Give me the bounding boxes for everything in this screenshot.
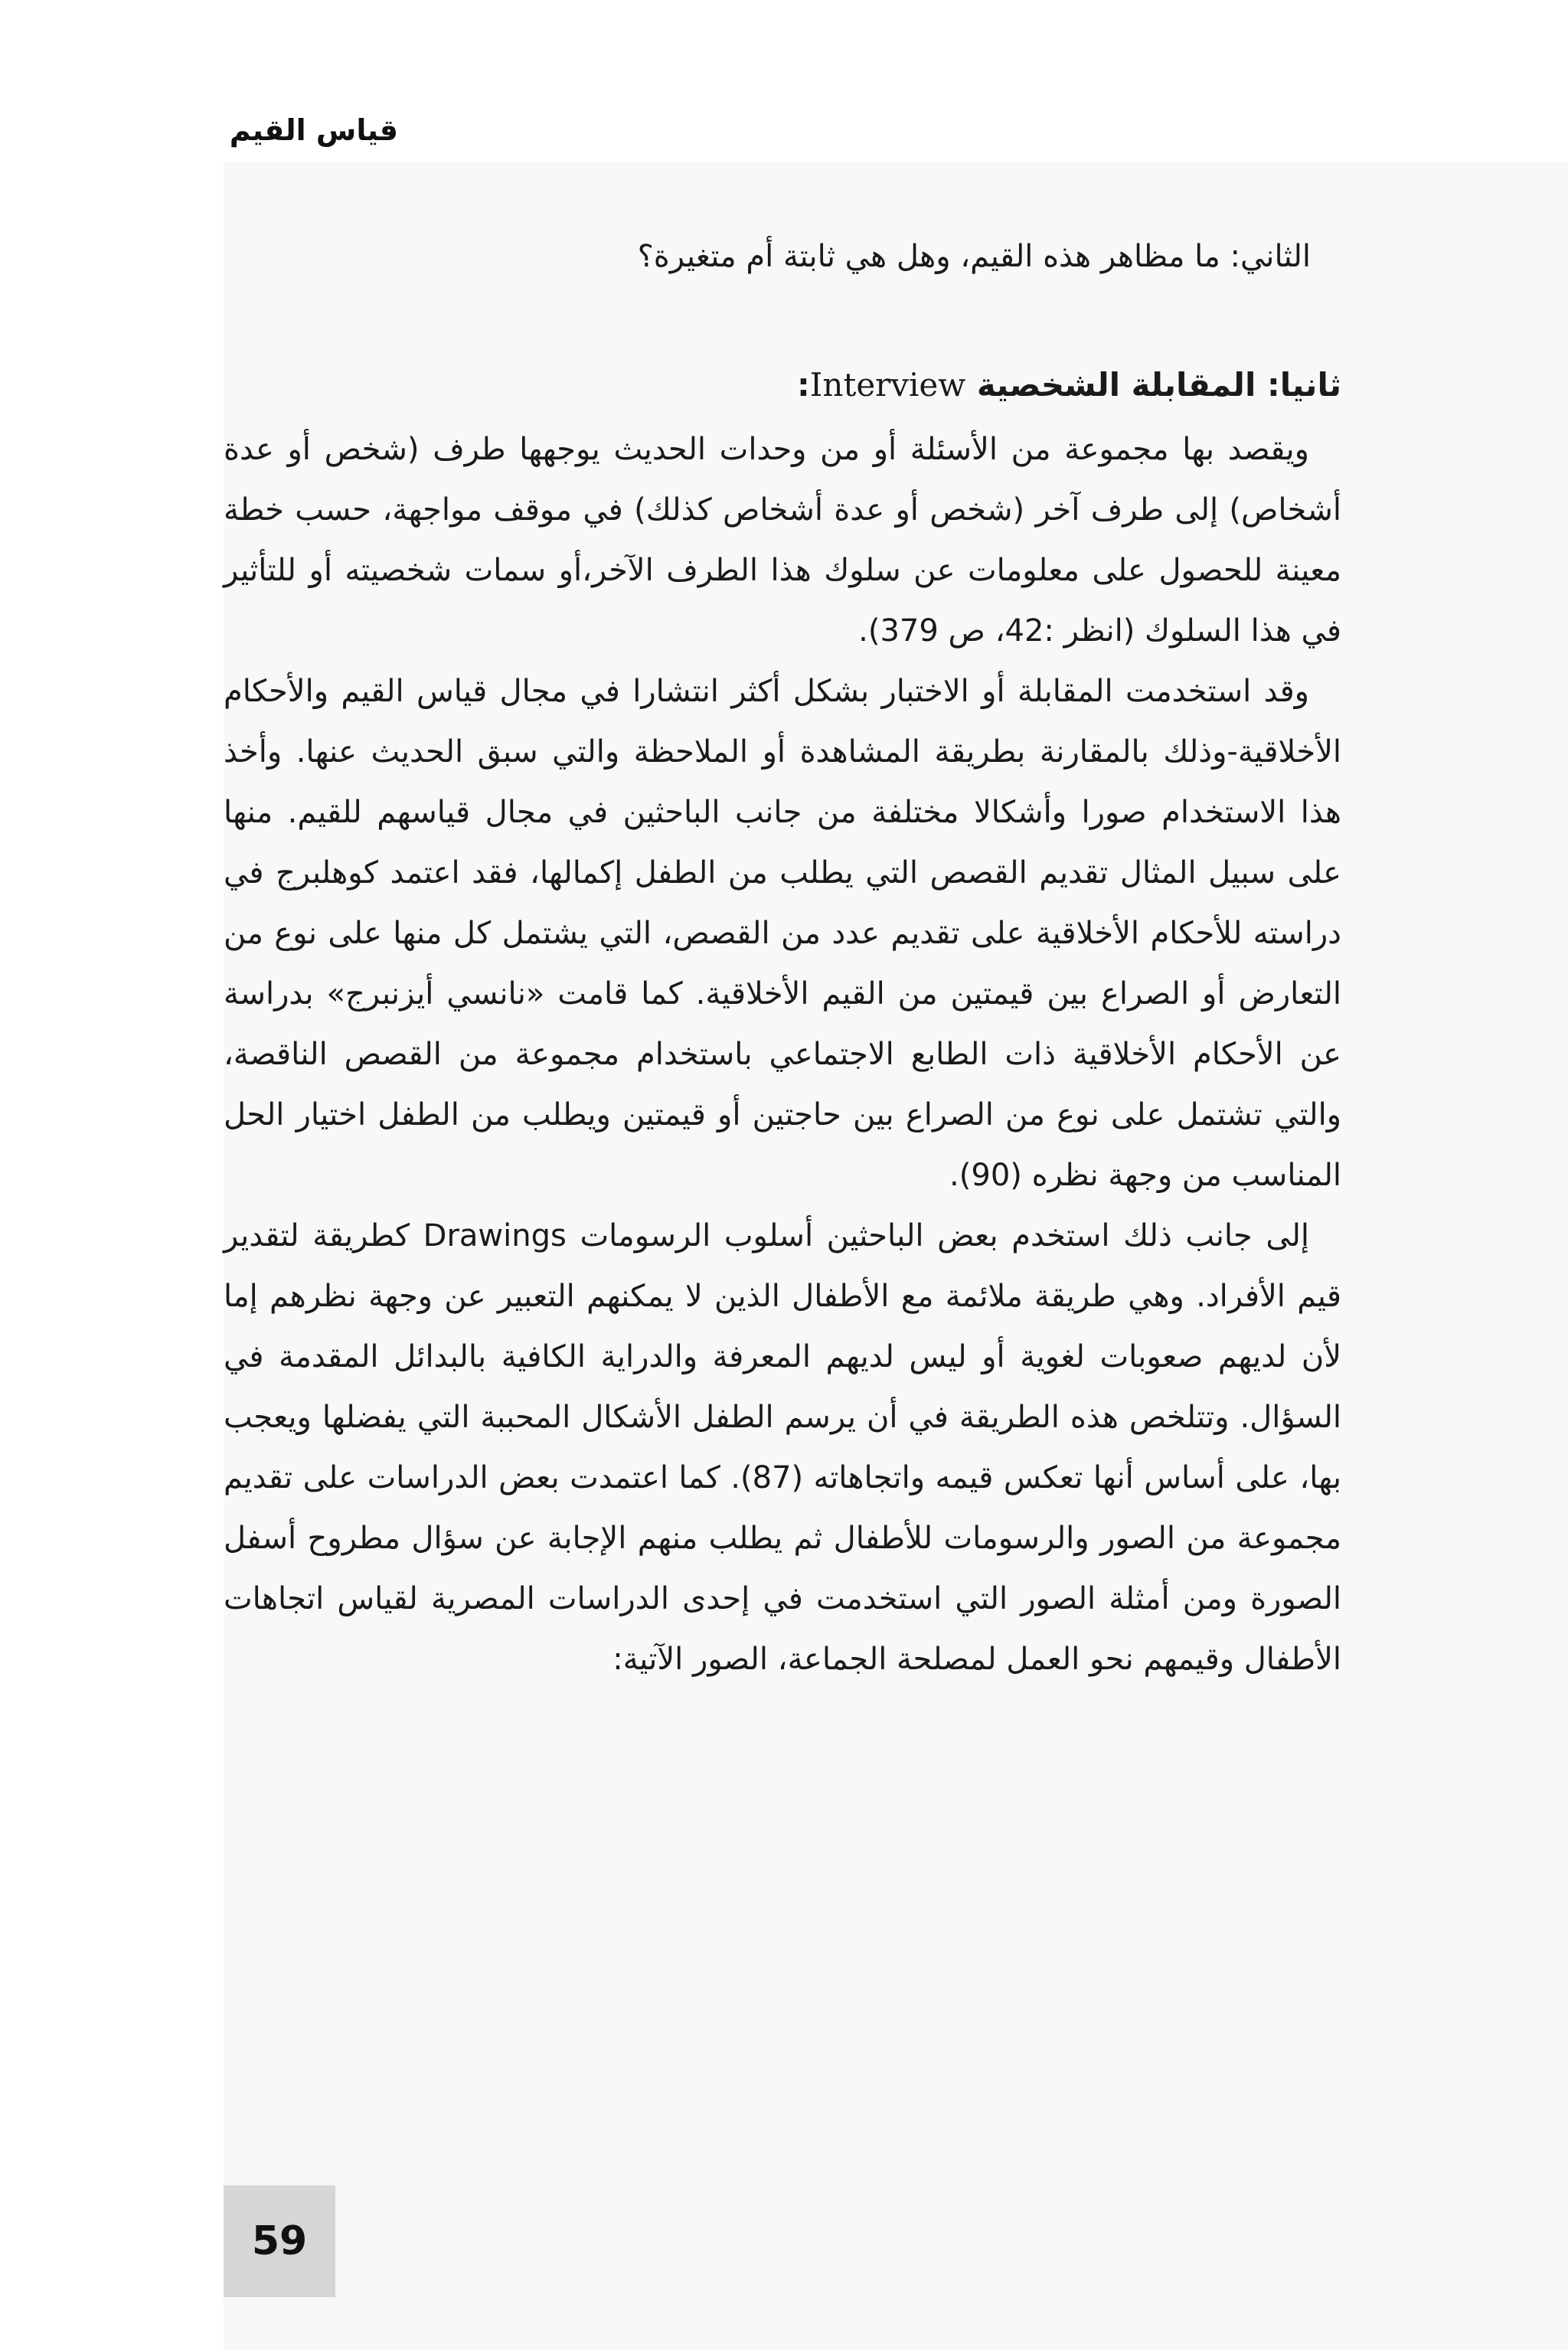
running-header-title: قياس القيم	[229, 113, 398, 147]
paragraph-drawings: إلى جانب ذلك استخدم بعض الباحثين أسلوب الرسومات Drawings كطريقة لتقدير قيم الأفراد. وهي طريقة ملائمة مع الأطفال الذين لا يمكنهم التعبير عن وجهة نظرهم إما لأن لديهم صعوبات لغوية أو ليس لديهم المعرفة والدراية الكافية بالبدائل المقدمة في السؤال. وتتلخص هذه الطريقة في أن يرسم الطفل الأشكال المحببة التي يفضلها ويعجب بها، على أساس أنها تعكس قيمه واتجاهاته (87). كما اعتمدت بعض الدراسات على تقديم مجموعة من الصور والرسومات للأطفال ثم يطلب منهم الإجابة عن سؤال مطروح أسفل الصورة ومن أمثلة الصور التي استخدمت في إحدى الدراسات المصرية لقياس اتجاهات الأطفال وقيمهم نحو العمل لمصلحة الجماعة، الصور الآتية:	[224, 1218, 1341, 1677]
paragraph-definition: ويقصد بها مجموعة من الأسئلة أو من وحدات الحديث يوجهها طرف (شخص أو عدة أشخاص) إلى طرف آخر (شخص أو عدة أشخاص كذلك) في موقف مواجهة، حسب خطة معينة للحصول على معلومات عن سلوك هذا الطرف الآخر،أو سمات شخصيته أو للتأثير في هذا السلوك (انظر :42، ص 379).	[224, 432, 1341, 649]
section-heading	[224, 351, 1341, 420]
page-margin	[0, 0, 224, 2350]
page-body	[224, 222, 1341, 1690]
paragraph-interview-usage: وقد استخدمت المقابلة أو الاختبار بشكل أكثر انتشارا في مجال قياس القيم والأحكام الأخلاقية-وذلك بالمقارنة بطريقة المشاهدة أو الملاحظة والتي سبق الحديث عنها. وأخذ هذا الاستخدام صورا وأشكالا مختلفة من جانب الباحثين في مجال قياسهم للقيم. منها على سبيل المثال تقديم القصص التي يطلب من الطفل إكمالها، فقد اعتمد كوهلبرج في دراسته للأحكام الأخلاقية على تقديم عدد من القصص، التي يشتمل كل منها على نوع من التعارض أو الصراع بين قيمتين من القيم الأخلاقية. كما قامت «نانسي أيزنبرج» بدراسة عن الأحكام الأخلاقية ذات الطابع الاجتماعي باستخدام مجموعة من القصص الناقصة، والتي تشتمل على نوع من الصراع بين حاجتين أو قيمتين ويطلب من الطفل اختيار الحل المناسب من وجهة نظره (90).	[224, 674, 1341, 1193]
section-heading-arabic: ثانيا: المقابلة الشخصية	[976, 366, 1341, 404]
section-heading-english: Interview	[809, 366, 966, 404]
intro-question-line: الثاني: ما مظاهر هذه القيم، وهل هي ثابتة أم متغيرة؟	[637, 239, 1311, 274]
section-heading-colon: :	[797, 366, 810, 404]
page-number: 59	[224, 2185, 335, 2297]
